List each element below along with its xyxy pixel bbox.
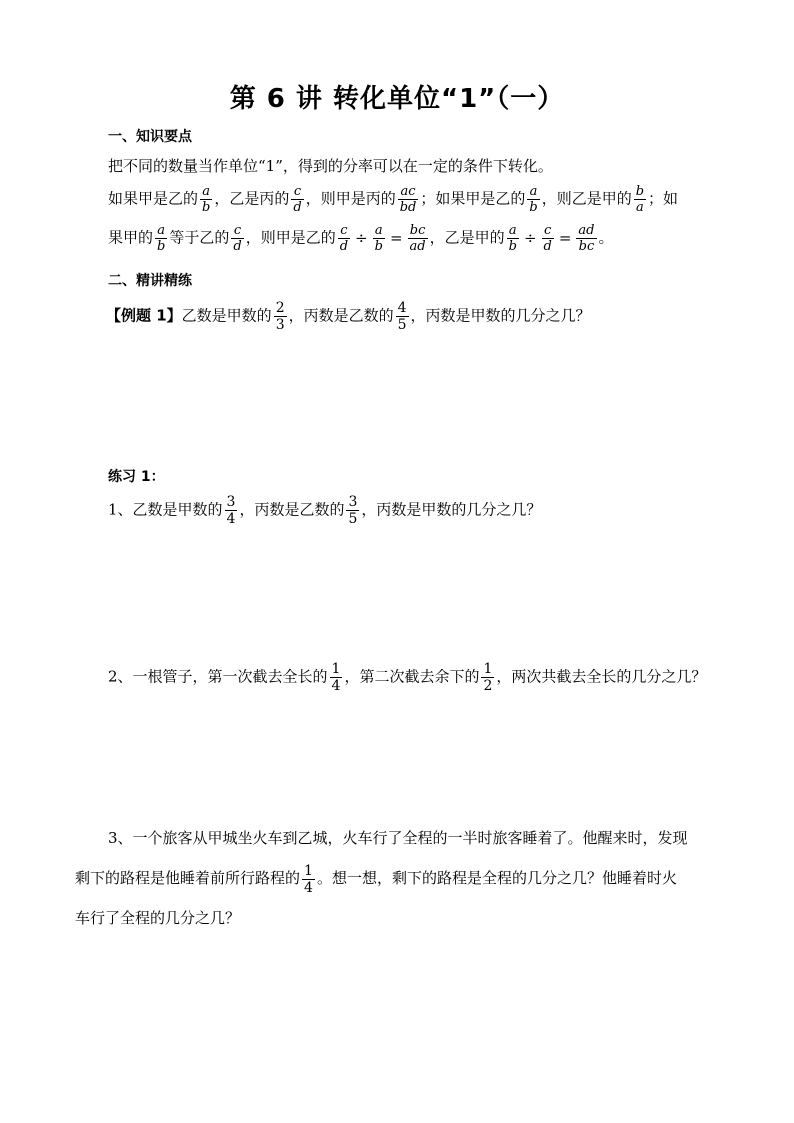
fraction: $\frac{a}{b}$ — [508, 223, 517, 254]
fraction: $\frac{ac}{bd}$ — [399, 184, 417, 215]
divide-sign: ÷ — [355, 228, 368, 247]
divide-sign: ÷ — [523, 228, 537, 247]
text: 剩下的路程是他睡着前所行路程的 — [75, 869, 301, 887]
text: ，则甲是丙的 — [305, 189, 396, 208]
text: 2、一根管子，第一次截去全长的 — [108, 667, 328, 686]
text: ，乙是甲的 — [429, 228, 505, 247]
text: ；如 — [648, 189, 679, 208]
knowledge-line-1: 把不同的数量当作单位“1”，得到的分率可以在一定的条件下转化。 — [108, 157, 553, 175]
fraction: $\frac{bc}{ad}$ — [409, 223, 426, 254]
text: 1、乙数是甲数的 — [108, 500, 223, 519]
text: 果甲的 — [108, 228, 154, 247]
text: 乙数是甲数的 — [181, 306, 272, 325]
text: 如果甲是乙的 — [108, 189, 199, 208]
fraction: $\frac{a}{b}$ — [529, 184, 538, 215]
text: ，丙数是乙数的 — [288, 306, 394, 325]
fraction: $\frac{c}{d}$ — [339, 223, 349, 254]
example-1 — [106, 300, 591, 333]
text: ；如果甲是乙的 — [420, 189, 526, 208]
text: 。想一想，剩下的路程是全程的几分之几？他睡着时火 — [316, 869, 677, 887]
fraction: $\frac{c}{d}$ — [293, 184, 302, 215]
fraction: $\frac{2}{3}$ — [275, 300, 285, 333]
fraction: $\frac{a}{b}$ — [157, 223, 166, 254]
fraction: $\frac{b}{a}$ — [635, 184, 645, 215]
fraction: $\frac{3}{5}$ — [348, 494, 358, 527]
fraction: $\frac{1}{4}$ — [331, 661, 341, 694]
fraction: $\frac{a}{b}$ — [202, 184, 211, 215]
fraction: $\frac{ad}{bc}$ — [578, 223, 595, 254]
section-heading-knowledge: 一、知识要点 — [108, 129, 192, 145]
text: 。 — [598, 228, 614, 247]
question-3-line-2 — [75, 858, 688, 898]
text: ，则甲是乙的 — [245, 228, 336, 247]
equals-sign: = — [558, 228, 572, 247]
text: ，丙数是乙数的 — [239, 500, 345, 519]
knowledge-line-2 — [108, 184, 678, 215]
practice-question-1 — [108, 494, 541, 527]
practice-question-2 — [108, 661, 706, 694]
practice-heading: 练习 1： — [108, 469, 165, 485]
text: ，丙数是甲数的几分之几？ — [361, 500, 542, 519]
knowledge-line-3 — [108, 223, 614, 254]
fraction: $\frac{1}{2}$ — [483, 661, 493, 694]
page-title: 第 6 讲 转化单位“1”（一） — [229, 84, 565, 114]
text: ，丙数是甲数的几分之几？ — [410, 306, 591, 325]
equals-sign: = — [389, 228, 403, 247]
fraction: $\frac{c}{d}$ — [233, 223, 242, 254]
text: ，两次共截去全长的几分之几？ — [496, 667, 707, 686]
fraction: $\frac{c}{d}$ — [543, 223, 552, 254]
fraction: $\frac{3}{4}$ — [226, 494, 236, 527]
fraction: $\frac{a}{b}$ — [374, 223, 383, 254]
question-3-line-3: 车行了全程的几分之几？ — [75, 909, 241, 927]
practice-question-3 — [75, 818, 688, 938]
section-heading-practice-lecture: 二、精讲精练 — [108, 273, 192, 289]
question-3-line-1: 3、一个旅客从甲城坐火车到乙城，火车行了全程的一半时旅客睡着了。他醒来时，发现 — [108, 829, 688, 847]
text: 等于乙的 — [169, 228, 230, 247]
text: ，乙是丙的 — [214, 189, 290, 208]
fraction: $\frac{1}{4}$ — [304, 862, 313, 896]
example-label: 【例题 1】 — [106, 306, 182, 325]
fraction: $\frac{4}{5}$ — [397, 300, 407, 333]
text: ，第二次截去余下的 — [344, 667, 480, 686]
text: ，则乙是甲的 — [541, 189, 632, 208]
